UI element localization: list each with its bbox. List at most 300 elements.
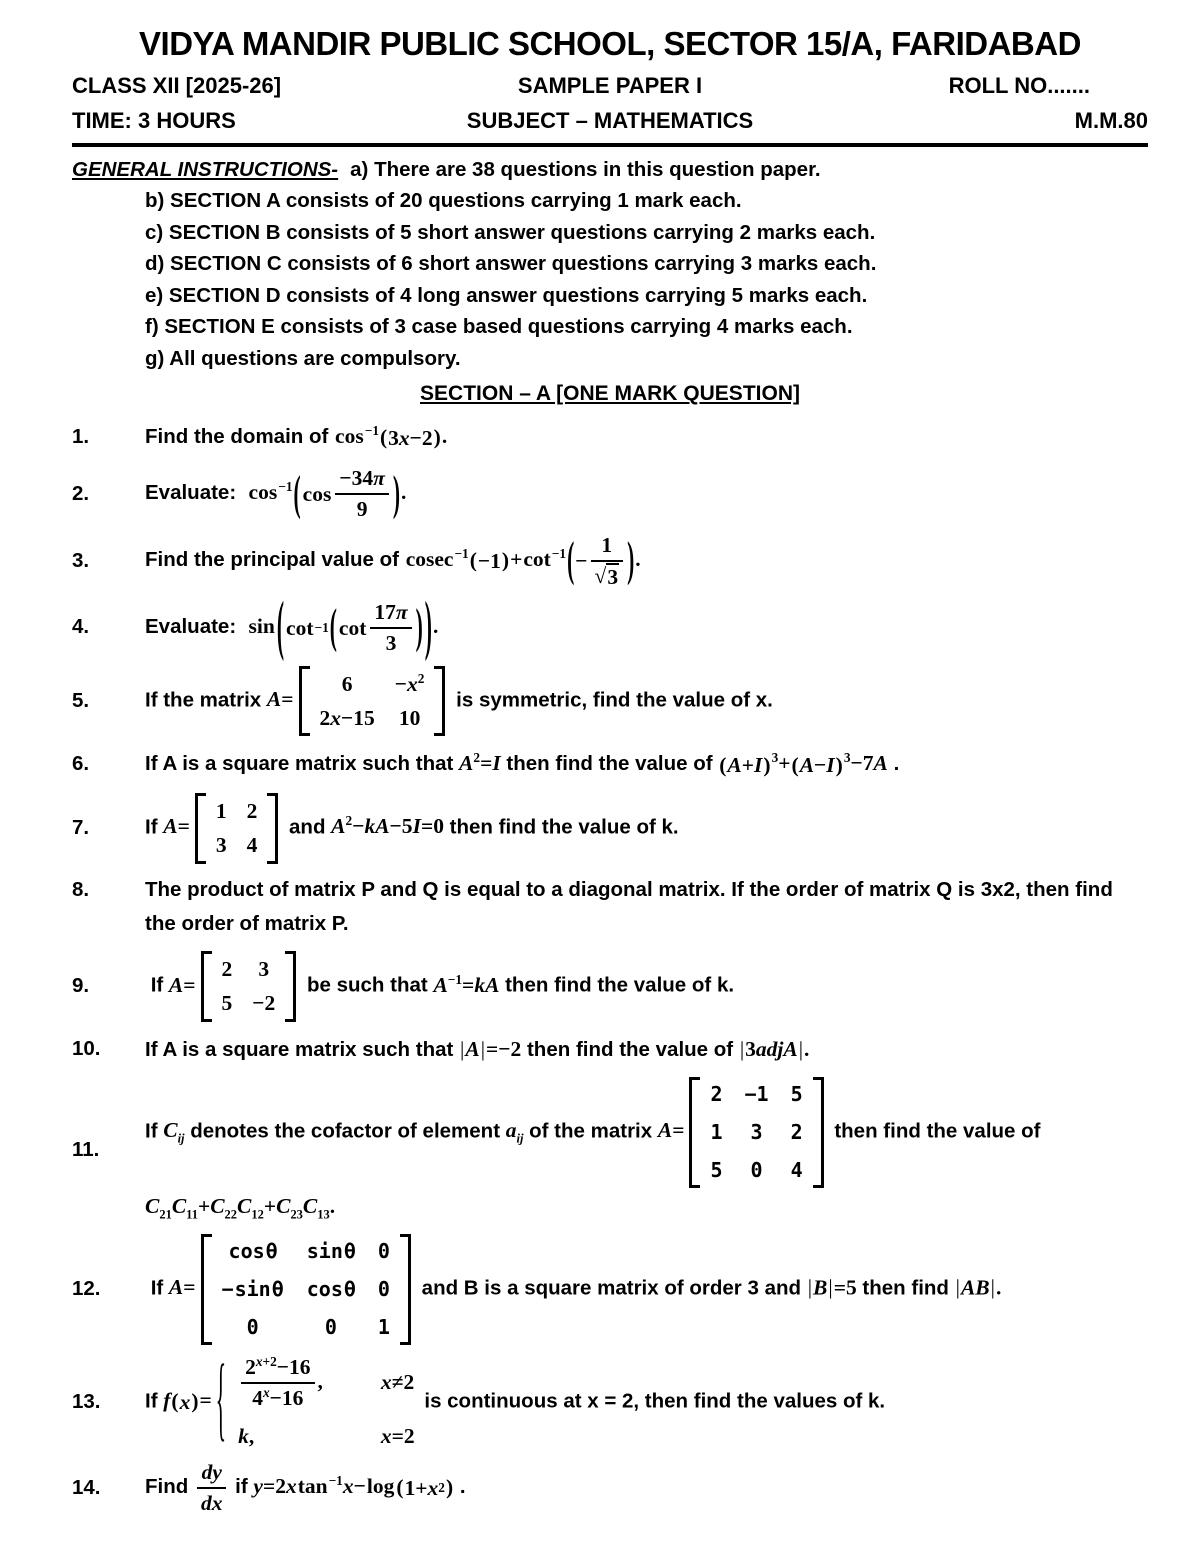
matrix-left-bracket bbox=[195, 793, 206, 864]
math-text bbox=[201, 1491, 223, 1515]
math-expression bbox=[168, 1238, 416, 1339]
paren-content bbox=[478, 543, 501, 580]
function-name: cot bbox=[286, 615, 314, 640]
matrix-cell bbox=[320, 671, 375, 698]
general-instructions bbox=[72, 154, 1148, 375]
denominator bbox=[370, 629, 411, 657]
question-text: of the matrix bbox=[523, 1119, 658, 1143]
math-text: 2x−15 bbox=[319, 705, 375, 730]
question-row bbox=[72, 588, 1148, 663]
matrix-cell bbox=[378, 1277, 390, 1302]
math-text: x≠2 bbox=[380, 1370, 415, 1395]
question-row bbox=[72, 951, 1148, 1022]
text-span: A bbox=[433, 972, 448, 997]
function-name: cos bbox=[306, 1276, 343, 1301]
math-text: −1 bbox=[551, 545, 567, 561]
matrix-right-bracket bbox=[267, 793, 278, 864]
math-expression bbox=[168, 957, 301, 1016]
denominator bbox=[197, 1489, 227, 1517]
matrix-cell bbox=[222, 990, 233, 1017]
subscript bbox=[178, 1132, 185, 1146]
question-row bbox=[72, 532, 1148, 590]
math-text: −1 bbox=[364, 422, 379, 438]
roll-no-label: ROLL NO....... bbox=[948, 72, 1090, 98]
math-expression bbox=[459, 1037, 521, 1061]
math-text: . bbox=[401, 480, 407, 505]
fraction bbox=[370, 599, 411, 657]
math-text: 5 bbox=[790, 1081, 803, 1106]
paren-group bbox=[292, 465, 401, 523]
question-row bbox=[72, 666, 1148, 737]
matrix bbox=[201, 1234, 411, 1345]
math-text: 5 bbox=[221, 991, 233, 1016]
math-text: −16 bbox=[276, 1354, 311, 1379]
text-span: A bbox=[465, 1036, 480, 1061]
close-paren: ) bbox=[835, 752, 843, 777]
piecewise-cell bbox=[238, 1354, 323, 1412]
math-text: , bbox=[317, 1368, 323, 1393]
math-text bbox=[163, 1388, 170, 1412]
math-text: 3 bbox=[385, 630, 397, 655]
math-text: A= bbox=[163, 814, 190, 839]
math-text: 13 bbox=[317, 1207, 330, 1222]
math-text: 1 bbox=[710, 1119, 723, 1144]
math-text: 1 bbox=[377, 1314, 390, 1339]
question-text: and bbox=[283, 815, 332, 839]
text-span: x bbox=[407, 671, 418, 696]
abs-content bbox=[465, 1037, 479, 1061]
math-text: − bbox=[221, 1276, 234, 1301]
text-span: A bbox=[657, 1118, 673, 1143]
matrix-cell bbox=[745, 1120, 769, 1145]
math-text: A= bbox=[657, 1118, 685, 1143]
instruction-text: a) There are 38 questions in this question paper. bbox=[350, 157, 821, 181]
question-number: 8. bbox=[72, 877, 90, 901]
instruction-line bbox=[72, 154, 1148, 186]
matrix-cell bbox=[306, 1239, 356, 1264]
math-text bbox=[813, 1275, 827, 1299]
question-row bbox=[72, 793, 1148, 864]
math-text: −kA−5I=0 bbox=[352, 814, 444, 839]
math-text bbox=[331, 814, 345, 838]
math-expression bbox=[253, 1474, 454, 1498]
text-span: x bbox=[342, 1474, 354, 1499]
question-row bbox=[72, 745, 1148, 783]
math-text: −1 bbox=[278, 479, 293, 495]
close-paren: ) bbox=[445, 1475, 454, 1500]
abs-content bbox=[961, 1275, 990, 1299]
absolute-value bbox=[459, 1037, 486, 1061]
matrix bbox=[689, 1077, 823, 1188]
math-text: 11 bbox=[186, 1207, 198, 1222]
question-row bbox=[72, 1459, 1148, 1517]
math-text: 10 bbox=[398, 705, 421, 730]
math-text: 2 bbox=[345, 812, 353, 828]
left-brace: { bbox=[215, 1345, 227, 1452]
instruction-line: b) SECTION A consists of 20 questions carrying 1 mark each. bbox=[145, 189, 742, 213]
superscript bbox=[844, 750, 851, 765]
text-span: A bbox=[459, 751, 474, 776]
math-text: 1+x bbox=[404, 1475, 439, 1500]
matrix-left-bracket bbox=[689, 1077, 700, 1188]
text-span: C bbox=[237, 1193, 252, 1218]
paren-group bbox=[718, 747, 771, 784]
math-text: 5 bbox=[710, 1157, 723, 1182]
math-text bbox=[178, 1132, 185, 1146]
question-content bbox=[145, 666, 1148, 737]
function-name: cos bbox=[248, 480, 278, 505]
question-text: then find the value of k. bbox=[443, 815, 679, 839]
math-text: 3 bbox=[215, 832, 227, 857]
question-text: then find the value of bbox=[521, 1037, 739, 1061]
question-content bbox=[145, 532, 1148, 590]
text-span: ij bbox=[516, 1131, 524, 1146]
text-span: ij bbox=[177, 1131, 185, 1146]
question-text: then find the value of bbox=[500, 752, 719, 776]
question-content bbox=[145, 1234, 1148, 1345]
matrix-cell bbox=[320, 705, 375, 732]
matrix-cell bbox=[745, 1082, 769, 1107]
text-span: A bbox=[168, 972, 184, 997]
absolute-value bbox=[739, 1037, 804, 1061]
text-span: π bbox=[373, 466, 385, 491]
math-text bbox=[344, 1277, 356, 1301]
question-text: . bbox=[454, 1475, 466, 1499]
function-name: sin bbox=[248, 613, 275, 638]
paren-group bbox=[566, 532, 635, 590]
paren-content bbox=[405, 1470, 445, 1507]
question-number: 11. bbox=[72, 1138, 100, 1162]
math-expression bbox=[459, 751, 501, 775]
math-text: −1 bbox=[328, 1472, 343, 1488]
open-paren: ( bbox=[719, 752, 727, 777]
superscript bbox=[365, 423, 379, 438]
math-text: 3adjA bbox=[745, 1036, 798, 1061]
math-text: −2 bbox=[252, 991, 276, 1016]
math-text: 22 bbox=[224, 1207, 238, 1222]
text-span: y bbox=[253, 1474, 263, 1499]
math-text: − bbox=[575, 548, 588, 573]
close-paren: ) bbox=[191, 1389, 199, 1414]
math-text: 12 bbox=[251, 1207, 264, 1222]
math-text: . bbox=[635, 546, 641, 571]
open-paren: ( bbox=[396, 1475, 404, 1500]
subscript bbox=[317, 1207, 329, 1221]
absolute-value bbox=[955, 1275, 996, 1299]
matrix-right-bracket bbox=[813, 1077, 824, 1188]
matrix-cells bbox=[212, 951, 286, 1022]
question-row bbox=[72, 1077, 1148, 1225]
matrix bbox=[201, 951, 297, 1022]
text-span: I bbox=[826, 753, 835, 778]
math-text: 21 bbox=[159, 1207, 172, 1222]
fraction bbox=[197, 1459, 227, 1517]
math-text: 3 bbox=[771, 750, 779, 766]
paper-label: SAMPLE PAPER I bbox=[517, 72, 703, 98]
math-text: −7A bbox=[850, 751, 888, 776]
text-span: A bbox=[266, 686, 282, 711]
numerator bbox=[197, 1459, 227, 1489]
text-span: I bbox=[412, 814, 421, 839]
math-text bbox=[506, 1118, 517, 1142]
paren-group bbox=[329, 599, 424, 657]
question-number: 13. bbox=[72, 1389, 101, 1413]
math-text: 3x−2 bbox=[388, 425, 433, 450]
matrix-cell bbox=[247, 798, 258, 825]
matrix-cell bbox=[222, 1315, 284, 1340]
math-text: 23 bbox=[290, 1207, 303, 1222]
math-expression bbox=[718, 750, 888, 778]
math-text bbox=[961, 1275, 990, 1299]
superscript bbox=[552, 546, 566, 561]
subscript bbox=[225, 1207, 237, 1221]
text-span: k bbox=[238, 1424, 249, 1449]
math-text: −1 bbox=[447, 971, 463, 987]
question-text: Find bbox=[145, 1475, 194, 1499]
math-text: 2 bbox=[245, 1354, 256, 1379]
matrix-cell bbox=[745, 1158, 769, 1183]
math-text bbox=[172, 1194, 186, 1218]
text-span: A bbox=[331, 814, 346, 839]
question-number: 6. bbox=[72, 752, 90, 776]
question-text: then find the value of bbox=[828, 1119, 1041, 1143]
text-span: f bbox=[163, 1387, 171, 1412]
superscript bbox=[448, 971, 462, 986]
header-divider bbox=[72, 143, 1148, 147]
text-span: kA bbox=[474, 972, 500, 997]
subscript bbox=[159, 1207, 171, 1221]
math-text bbox=[202, 1460, 222, 1484]
math-text: =kA bbox=[462, 972, 500, 997]
math-text: 2 bbox=[417, 670, 425, 686]
math-text: +C bbox=[197, 1193, 225, 1218]
math-text: 2 bbox=[790, 1119, 803, 1144]
matrix-cells bbox=[700, 1077, 812, 1188]
text-span: A bbox=[168, 1275, 184, 1300]
matrix-cell bbox=[378, 1239, 390, 1264]
text-span: C bbox=[171, 1193, 187, 1218]
text-span: x bbox=[330, 705, 341, 730]
radical-sign: √ bbox=[594, 564, 607, 589]
math-text bbox=[180, 1384, 191, 1421]
math-text: 17π bbox=[374, 599, 408, 624]
question-row bbox=[72, 418, 1148, 456]
math-text: . bbox=[329, 1193, 336, 1218]
text-span: x bbox=[262, 1384, 270, 1400]
question-text: and B is a square matrix of order 3 and bbox=[415, 1276, 807, 1300]
denominator bbox=[241, 1384, 314, 1412]
question-text: The product of matrix P and Q is equal to a diagonal matrix. If the order of matrix Q is 3x2, then find the order of matrix P. bbox=[145, 877, 1119, 936]
math-text: −1 bbox=[744, 1081, 769, 1106]
piecewise-function bbox=[215, 1345, 415, 1452]
question-row bbox=[72, 1234, 1148, 1345]
math-text: . bbox=[804, 1036, 810, 1061]
math-text: . bbox=[432, 613, 439, 638]
question-number: 14. bbox=[72, 1475, 101, 1499]
math-text: x+2 bbox=[255, 1353, 277, 1369]
close-paren: ) bbox=[501, 548, 510, 573]
math-text: x− bbox=[342, 1474, 366, 1499]
question-text: Find the principal value of bbox=[145, 547, 405, 571]
question-content bbox=[145, 793, 1148, 864]
instruction-line: c) SECTION B consists of 5 short answer questions carrying 2 marks each. bbox=[145, 220, 876, 244]
math-expression bbox=[807, 1275, 857, 1299]
math-text: 3 bbox=[843, 750, 851, 766]
superscript bbox=[263, 1384, 270, 1399]
math-expression bbox=[331, 814, 444, 838]
class-label: CLASS XII [2025-26] bbox=[72, 72, 282, 98]
text-span: C bbox=[302, 1193, 318, 1218]
matrix-cell bbox=[216, 798, 227, 825]
math-text: 4 bbox=[790, 1157, 803, 1182]
text-span: A bbox=[799, 753, 815, 778]
matrix-cell bbox=[791, 1120, 803, 1145]
question-text: Find the domain of bbox=[145, 425, 335, 449]
question-number: 1. bbox=[72, 424, 90, 448]
math-text bbox=[163, 1118, 177, 1142]
math-text: +C bbox=[263, 1193, 291, 1218]
math-text: 0 bbox=[377, 1238, 390, 1263]
math-text: 2 bbox=[438, 1480, 445, 1496]
math-text: =I bbox=[480, 751, 501, 776]
paren-group bbox=[395, 1470, 454, 1507]
text-span: C bbox=[145, 1193, 160, 1218]
subscript bbox=[290, 1207, 302, 1221]
denominator bbox=[591, 562, 624, 590]
header-row-1 bbox=[72, 73, 1148, 99]
right-bar: | bbox=[990, 1275, 995, 1300]
math-text: A= bbox=[266, 686, 294, 711]
superscript bbox=[418, 671, 425, 686]
close-paren: ) bbox=[392, 465, 401, 520]
math-text bbox=[459, 751, 473, 775]
question-text: If bbox=[145, 815, 164, 839]
text-span: θ bbox=[271, 1276, 284, 1301]
question-row bbox=[72, 465, 1148, 523]
math-expression bbox=[163, 1118, 185, 1146]
paren-content bbox=[338, 599, 415, 657]
math-text bbox=[145, 1194, 159, 1218]
function-name: sin bbox=[306, 1238, 343, 1263]
math-text: 4 bbox=[246, 832, 258, 857]
math-text: . bbox=[995, 1275, 1002, 1300]
abs-content bbox=[813, 1275, 827, 1299]
text-span: kA bbox=[364, 814, 390, 839]
math-text: =5 bbox=[833, 1275, 857, 1300]
function-name: log bbox=[366, 1474, 395, 1499]
question-row bbox=[72, 1345, 1148, 1452]
math-text: 3 bbox=[750, 1119, 763, 1144]
question-text: If A is a square matrix such that bbox=[145, 1037, 460, 1061]
math-text bbox=[465, 1037, 479, 1061]
question-text: If bbox=[145, 1388, 164, 1412]
instruction-line: f) SECTION E consists of 3 case based questions carrying 4 marks each. bbox=[145, 315, 853, 339]
math-text: 4 bbox=[252, 1385, 263, 1410]
matrix-cell bbox=[252, 990, 275, 1017]
close-paren: ) bbox=[415, 599, 423, 654]
math-text: 2 bbox=[710, 1081, 723, 1106]
open-paren: ( bbox=[293, 465, 301, 520]
fraction bbox=[591, 532, 624, 590]
open-paren: ( bbox=[379, 425, 388, 450]
question-text: If bbox=[145, 973, 169, 997]
matrix-cell bbox=[710, 1158, 722, 1183]
paren-content bbox=[180, 1384, 191, 1421]
function-name: tan bbox=[297, 1474, 328, 1499]
question-content bbox=[145, 418, 1148, 456]
question-text: if bbox=[229, 1475, 254, 1499]
math-text: A−I bbox=[799, 753, 835, 778]
question-number: 3. bbox=[72, 548, 90, 572]
math-expression bbox=[145, 1193, 336, 1222]
math-text bbox=[266, 1239, 278, 1263]
math-text: −x bbox=[394, 671, 418, 696]
matrix-left-bracket bbox=[201, 951, 212, 1022]
open-paren: ( bbox=[567, 532, 575, 587]
fraction bbox=[241, 1354, 314, 1412]
question-text: then find bbox=[856, 1276, 955, 1300]
question-number: 9. bbox=[72, 974, 90, 998]
math-text: 0 bbox=[377, 1276, 390, 1301]
superscript bbox=[329, 1473, 343, 1488]
math-text: 3 bbox=[258, 957, 270, 982]
math-expression bbox=[955, 1275, 1002, 1299]
question-number: 12. bbox=[72, 1276, 101, 1300]
section-heading-text: SECTION – A [ONE MARK QUESTION] bbox=[420, 382, 800, 406]
question-content bbox=[145, 951, 1148, 1022]
numerator bbox=[335, 465, 389, 495]
question-content bbox=[145, 1345, 1148, 1452]
close-paren: ) bbox=[424, 588, 432, 663]
math-text: =−2 bbox=[486, 1036, 522, 1061]
paren-content bbox=[388, 420, 433, 457]
text-span: θ bbox=[343, 1238, 356, 1263]
close-paren: ) bbox=[763, 752, 771, 777]
text-span: AB bbox=[960, 1275, 990, 1300]
math-text: k, bbox=[238, 1424, 255, 1449]
subscript bbox=[186, 1207, 198, 1221]
open-paren: ( bbox=[276, 588, 285, 663]
matrix-cells bbox=[212, 1234, 400, 1345]
matrix-cell bbox=[791, 1082, 803, 1107]
math-expression bbox=[505, 1118, 524, 1146]
function-name: cot bbox=[338, 615, 367, 640]
function-name: cot bbox=[523, 546, 551, 571]
math-text: = bbox=[199, 1387, 212, 1412]
text-span: I bbox=[754, 753, 763, 778]
text-span: a bbox=[505, 1118, 517, 1143]
paren-group bbox=[170, 1384, 199, 1421]
function-name: cos bbox=[302, 482, 332, 507]
question-text: be such that bbox=[301, 973, 434, 997]
paren-group bbox=[276, 588, 433, 663]
superscript bbox=[454, 546, 468, 561]
text-span: A bbox=[163, 814, 178, 839]
question-number: 2. bbox=[72, 481, 90, 505]
function-name: cosec bbox=[405, 546, 454, 571]
math-text bbox=[344, 1239, 356, 1263]
math-text bbox=[272, 1277, 284, 1301]
matrix-cell bbox=[710, 1082, 722, 1107]
text-span: θ bbox=[265, 1238, 278, 1263]
square-root bbox=[595, 563, 620, 590]
matrix-cells bbox=[206, 793, 268, 864]
question-content bbox=[145, 588, 1148, 663]
text-span: x bbox=[380, 1370, 392, 1395]
instruction-line: g) All questions are compulsory. bbox=[145, 346, 461, 370]
question-text: If bbox=[145, 1276, 169, 1300]
question-text: is continuous at x = 2, then find the values of k. bbox=[418, 1388, 886, 1412]
